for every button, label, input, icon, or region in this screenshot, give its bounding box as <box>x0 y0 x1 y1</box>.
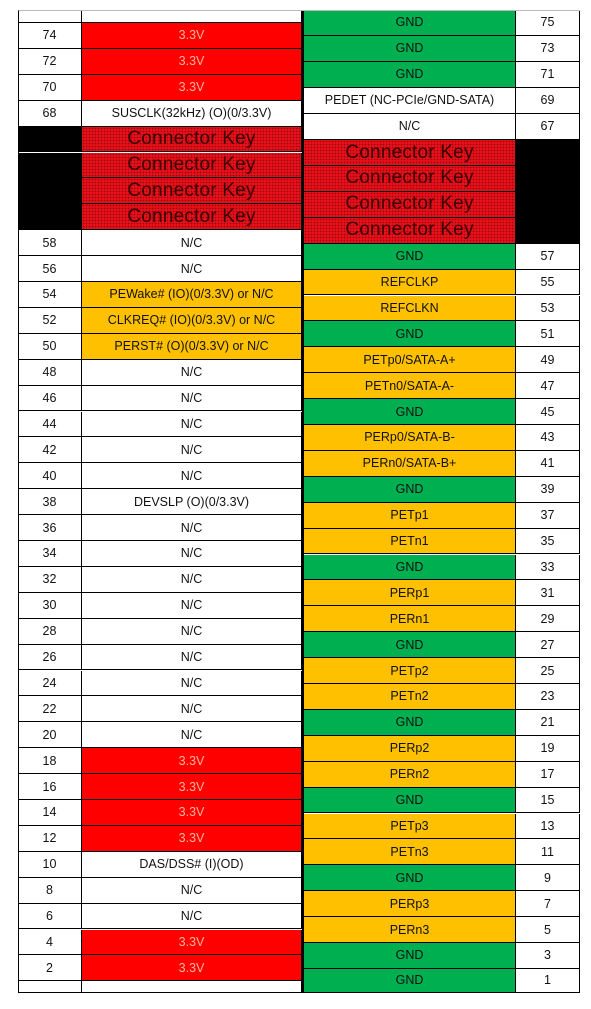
right-pin-signal: GND <box>304 969 516 993</box>
right-pin-signal: GND <box>304 555 516 581</box>
left-pin-signal: N/C <box>82 904 302 930</box>
left-pin-number: 50 <box>18 334 82 360</box>
right-pin-number: 19 <box>516 736 580 762</box>
right-pin-signal: PERn3 <box>304 917 516 943</box>
left-pin-number: 42 <box>18 437 82 463</box>
left-pin-signal: N/C <box>82 412 302 438</box>
right-pin-signal: GND <box>304 788 516 814</box>
right-pin-signal: PERn1 <box>304 606 516 632</box>
left-pin-number <box>18 178 82 204</box>
right-pin-signal: GND <box>304 62 516 88</box>
left-pin-signal: N/C <box>82 541 302 567</box>
right-pin-signal: PETn0/SATA-A- <box>304 373 516 399</box>
left-pin-number <box>18 204 82 230</box>
right-pin-number: 47 <box>516 373 580 399</box>
right-pin-signal: PETp0/SATA-A+ <box>304 347 516 373</box>
left-pin-number <box>18 10 82 23</box>
left-pin-signal: DAS/DSS# (I)(OD) <box>82 852 302 878</box>
left-pin-signal: N/C <box>82 437 302 463</box>
right-pin-signal: REFCLKP <box>304 270 516 296</box>
left-pin-signal: N/C <box>82 515 302 541</box>
left-pin-number: 20 <box>18 722 82 748</box>
right-pin-number <box>516 140 580 166</box>
right-pin-signal: PETn3 <box>304 839 516 865</box>
right-pin-number: 41 <box>516 451 580 477</box>
left-pin-signal: 3.3V <box>82 75 302 101</box>
left-pin-number: 26 <box>18 645 82 671</box>
left-pin-number: 56 <box>18 256 82 282</box>
right-pin-number: 29 <box>516 606 580 632</box>
left-pin-signal: N/C <box>82 360 302 386</box>
left-pin-number: 74 <box>18 23 82 49</box>
left-pin-number: 70 <box>18 75 82 101</box>
right-pin-signal: N/C <box>304 114 516 141</box>
right-pin-number <box>516 192 580 218</box>
left-pin-signal: N/C <box>82 463 302 489</box>
left-pin-signal: 3.3V <box>82 955 302 981</box>
right-pin-signal: GND <box>304 710 516 736</box>
right-pin-number: 13 <box>516 814 580 840</box>
right-pin-signal: GND <box>304 244 516 270</box>
left-pin-signal: DEVSLP (O)(0/3.3V) <box>82 489 302 515</box>
left-pin-signal: SUSCLK(32kHz) (O)(0/3.3V) <box>82 101 302 127</box>
left-pin-number <box>18 981 82 993</box>
right-pin-number: 7 <box>516 891 580 917</box>
connector-key-cell: Connector Key <box>304 218 516 244</box>
left-pin-signal: N/C <box>82 645 302 671</box>
left-pin-number: 68 <box>18 101 82 127</box>
left-pin-number: 46 <box>18 386 82 412</box>
left-pin-signal: CLKREQ# (IO)(0/3.3V) or N/C <box>82 308 302 334</box>
right-pin-number: 11 <box>516 839 580 865</box>
left-pin-signal: 3.3V <box>82 23 302 49</box>
left-pin-number: 72 <box>18 49 82 75</box>
left-pin-number: 32 <box>18 567 82 593</box>
left-pin-signal: N/C <box>82 619 302 645</box>
right-pin-signal: GND <box>304 321 516 347</box>
right-pin-signal: GND <box>304 943 516 969</box>
left-pin-signal: N/C <box>82 386 302 412</box>
connector-key-cell: Connector Key <box>304 192 516 218</box>
left-pin-number: 14 <box>18 800 82 826</box>
right-pin-number: 69 <box>516 88 580 114</box>
column-divider <box>302 10 304 993</box>
right-pin-number: 9 <box>516 865 580 891</box>
left-pin-signal: 3.3V <box>82 774 302 800</box>
right-pin-signal: GND <box>304 865 516 891</box>
right-pin-number: 55 <box>516 270 580 296</box>
right-pin-number: 27 <box>516 632 580 658</box>
right-pin-number: 37 <box>516 503 580 529</box>
right-pin-number: 25 <box>516 658 580 684</box>
connector-key-cell: Connector Key <box>82 204 302 230</box>
left-pin-number: 10 <box>18 852 82 878</box>
left-pin-number: 8 <box>18 878 82 904</box>
left-pin-number: 4 <box>18 930 82 956</box>
connector-key-cell: Connector Key <box>304 140 516 166</box>
left-pin-number: 52 <box>18 308 82 334</box>
right-pin-signal: REFCLKN <box>304 296 516 322</box>
right-pin-number <box>516 166 580 192</box>
right-pin-number: 43 <box>516 425 580 451</box>
right-pin-number: 3 <box>516 943 580 969</box>
left-pin-signal: N/C <box>82 230 302 256</box>
left-pin-signal: N/C <box>82 696 302 722</box>
left-pin-signal <box>82 10 302 23</box>
left-pin-number: 40 <box>18 463 82 489</box>
left-pin-signal: PEWake# (IO)(0/3.3V) or N/C <box>82 282 302 308</box>
left-pin-signal: 3.3V <box>82 748 302 774</box>
right-pin-number: 17 <box>516 762 580 788</box>
left-pin-number: 16 <box>18 774 82 800</box>
right-pin-number: 5 <box>516 917 580 943</box>
right-pin-number: 45 <box>516 399 580 425</box>
right-pin-signal: PETn2 <box>304 684 516 710</box>
right-pin-signal: GND <box>304 632 516 658</box>
right-pin-signal: PERn2 <box>304 762 516 788</box>
left-pin-number: 36 <box>18 515 82 541</box>
left-pin-number: 34 <box>18 541 82 567</box>
right-pin-signal: PETp3 <box>304 814 516 840</box>
right-pin-number: 35 <box>516 529 580 555</box>
right-pin-signal: PETp1 <box>304 503 516 529</box>
right-pin-signal: PERp1 <box>304 580 516 606</box>
connector-key-cell: Connector Key <box>82 178 302 204</box>
left-pin-number: 24 <box>18 671 82 697</box>
left-pin-signal: 3.3V <box>82 930 302 956</box>
right-pin-number: 75 <box>516 10 580 36</box>
left-pin-number: 28 <box>18 619 82 645</box>
left-pin-number: 48 <box>18 360 82 386</box>
right-pin-signal: GND <box>304 399 516 425</box>
right-pin-number: 23 <box>516 684 580 710</box>
right-pin-signal: GND <box>304 477 516 503</box>
connector-key-cell: Connector Key <box>82 153 302 179</box>
right-pin-number: 73 <box>516 36 580 62</box>
left-pin-number: 44 <box>18 412 82 438</box>
right-pin-number: 53 <box>516 296 580 322</box>
right-pin-signal: PERp2 <box>304 736 516 762</box>
left-pin-number: 18 <box>18 748 82 774</box>
right-pin-number: 57 <box>516 244 580 270</box>
left-pin-number: 6 <box>18 904 82 930</box>
right-pin-number: 33 <box>516 555 580 581</box>
left-pin-number: 58 <box>18 230 82 256</box>
right-pin-number: 31 <box>516 580 580 606</box>
right-pin-number: 71 <box>516 62 580 88</box>
right-pin-number: 15 <box>516 788 580 814</box>
left-pin-number: 30 <box>18 593 82 619</box>
right-pin-number: 1 <box>516 969 580 993</box>
right-pin-signal: PERp3 <box>304 891 516 917</box>
right-pin-signal: GND <box>304 10 516 36</box>
left-pin-signal <box>82 981 302 993</box>
connector-key-cell: Connector Key <box>82 127 302 153</box>
pinout-table <box>18 10 580 993</box>
left-pin-signal: 3.3V <box>82 49 302 75</box>
right-pin-number: 21 <box>516 710 580 736</box>
connector-key-cell: Connector Key <box>304 166 516 192</box>
left-pin-number: 54 <box>18 282 82 308</box>
left-pin-signal: N/C <box>82 878 302 904</box>
right-pin-number: 51 <box>516 321 580 347</box>
right-pin-number: 67 <box>516 114 580 141</box>
right-pin-signal: PERp0/SATA-B- <box>304 425 516 451</box>
left-pin-number: 38 <box>18 489 82 515</box>
right-pin-signal: PETp2 <box>304 658 516 684</box>
left-pin-number: 2 <box>18 955 82 981</box>
right-pin-number <box>516 218 580 244</box>
left-pin-signal: N/C <box>82 593 302 619</box>
right-pin-number: 49 <box>516 347 580 373</box>
right-pin-signal: GND <box>304 36 516 62</box>
left-pin-number: 12 <box>18 826 82 852</box>
left-pin-signal: N/C <box>82 567 302 593</box>
right-pin-signal: PETn1 <box>304 529 516 555</box>
right-pin-signal: PERn0/SATA-B+ <box>304 451 516 477</box>
right-pin-number: 39 <box>516 477 580 503</box>
right-pin-signal: PEDET (NC-PCIe/GND-SATA) <box>304 88 516 114</box>
left-pin-number <box>18 127 82 153</box>
left-pin-signal: 3.3V <box>82 800 302 826</box>
left-pin-signal: N/C <box>82 671 302 697</box>
left-pin-number <box>18 153 82 179</box>
left-pin-signal: PERST# (O)(0/3.3V) or N/C <box>82 334 302 360</box>
left-pin-signal: N/C <box>82 722 302 748</box>
left-pin-signal: N/C <box>82 256 302 282</box>
left-pin-number: 22 <box>18 696 82 722</box>
left-pin-signal: 3.3V <box>82 826 302 852</box>
